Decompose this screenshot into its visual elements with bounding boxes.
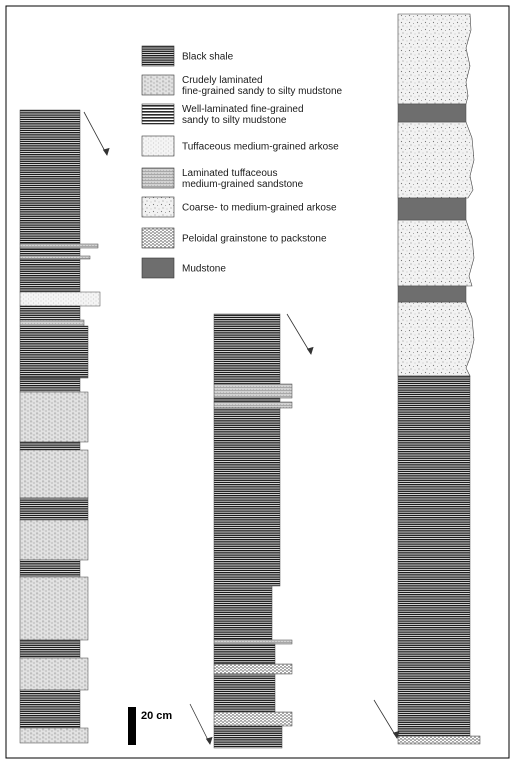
col2-bed-black-shale	[214, 644, 275, 664]
col1-bed-black-shale	[20, 378, 80, 392]
col1-bed-black-shale	[20, 560, 80, 577]
legend-swatch-mudstone	[142, 258, 174, 278]
col1-bed-laminated-tuffaceous	[20, 320, 84, 326]
arrow-col1	[84, 112, 107, 155]
col1-bed-crudely-laminated	[20, 450, 88, 498]
legend-label-well-laminated: sandy to silty mudstone	[182, 115, 287, 126]
scale-bar-rect	[128, 707, 136, 745]
legend-swatch-laminated-tuffaceous	[142, 168, 174, 188]
legend-label-crudely-laminated: Crudely laminated	[182, 75, 263, 86]
col1-bed-black-shale	[20, 498, 88, 520]
col2-bed-laminated-tuffaceous	[214, 640, 292, 644]
arrow-col3-bottom	[374, 700, 397, 738]
col1-bed-crudely-laminated	[20, 577, 88, 640]
legend-swatch-tuffaceous-arkose	[142, 136, 174, 156]
col2-bed-black-shale	[214, 586, 272, 640]
legend-label-tuffaceous-arkose: Tuffaceous medium-grained arkose	[182, 141, 339, 153]
legend-label-peloidal: Peloidal grainstone to packstone	[182, 233, 327, 245]
legend-label-well-laminated: Well-laminated fine-grained	[182, 104, 304, 115]
legend-swatch-crudely-laminated	[142, 75, 174, 95]
col3-bed-mudstone	[398, 198, 466, 220]
scale-bar-label: 20 cm	[141, 710, 173, 722]
col3-bed-mudstone	[398, 286, 466, 302]
col3-bed-black-shale	[398, 376, 470, 736]
col2-bed-black-shale	[214, 398, 280, 402]
col1-bed-crudely-laminated	[20, 520, 88, 560]
col1-bed-black-shale	[20, 326, 88, 378]
col2-bed-black-shale	[214, 408, 280, 586]
col1-bed-laminated-tuffaceous	[20, 256, 90, 259]
legend-label-crudely-laminated: fine-grained sandy to silty mudstone	[182, 86, 343, 97]
legend-label-black-shale: Black shale	[182, 51, 234, 63]
col2-bed-laminated-tuffaceous	[214, 384, 292, 398]
col1-bed-black-shale	[20, 640, 80, 658]
arrow-col2-top	[287, 314, 311, 354]
col1-bed-black-shale	[20, 690, 80, 728]
col1-bed-crudely-laminated	[20, 658, 88, 690]
legend-swatch-peloidal	[142, 228, 174, 248]
col2-bed-peloidal	[214, 664, 292, 674]
legend-label-mudstone: Mudstone	[182, 263, 226, 275]
legend-label-laminated-tuffaceous: Laminated tuffaceous	[182, 168, 278, 179]
col1-bed-black-shale	[20, 259, 80, 292]
col3-bed-coarse-arkose	[398, 302, 474, 376]
scale-bar	[128, 707, 172, 745]
arrow-col1-head	[104, 149, 110, 156]
legend-swatch-coarse-arkose	[142, 197, 174, 217]
col1-bed-crudely-laminated	[20, 392, 88, 442]
col1-bed-crudely-laminated	[20, 728, 88, 743]
col1-bed-black-shale	[20, 442, 80, 450]
stratigraphic-column-3	[398, 14, 480, 744]
col2-bed-black-shale	[214, 674, 275, 712]
arrow-col2-bottom	[190, 704, 210, 744]
col3-bed-coarse-arkose	[398, 122, 474, 198]
col2-bed-laminated-tuffaceous	[214, 402, 292, 408]
stratigraphic-column-2	[214, 314, 292, 748]
col1-bed-black-shale	[20, 110, 80, 244]
col3-bed-mudstone	[398, 104, 466, 122]
col3-bed-coarse-arkose	[398, 220, 474, 286]
legend-label-laminated-tuffaceous: medium-grained sandstone	[182, 179, 304, 190]
col1-bed-black-shale	[20, 248, 80, 256]
stratigraphic-column-1	[20, 110, 100, 743]
col1-bed-laminated-tuffaceous	[20, 244, 98, 248]
col1-bed-black-shale	[20, 306, 80, 320]
arrow-col2-bottom-head	[207, 738, 213, 745]
arrow-col2-top-head	[308, 348, 314, 355]
legend-swatch-black-shale	[142, 46, 174, 66]
col3-bed-coarse-arkose	[398, 14, 471, 104]
col2-bed-black-shale	[214, 314, 280, 384]
lithology-legend	[142, 46, 343, 278]
col2-bed-peloidal	[214, 712, 292, 726]
legend-swatch-well-laminated	[142, 104, 174, 124]
legend-label-coarse-arkose: Coarse- to medium-grained arkose	[182, 202, 337, 214]
col1-bed-tuffaceous-arkose	[20, 292, 100, 306]
col2-bed-black-shale	[214, 726, 282, 748]
col3-bed-peloidal	[398, 736, 480, 744]
